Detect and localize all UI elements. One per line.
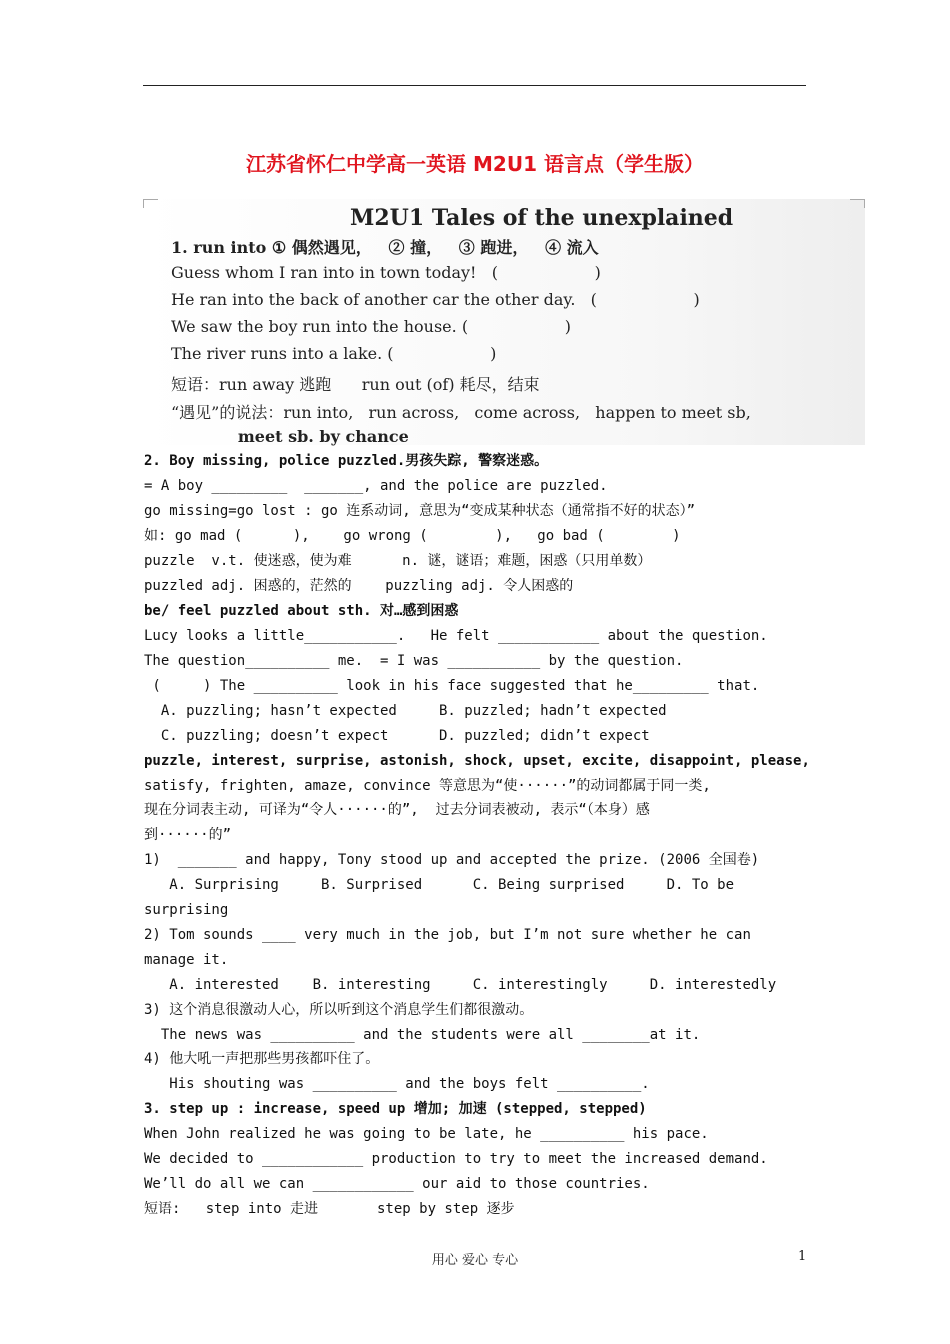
text-line: 2) Tom sounds ____ very much in the job, but I’m not sure whether he can: [144, 927, 751, 943]
text-line: The question__________ me. = I was ___________ by the question.: [144, 653, 684, 669]
image-line: meet sb. by chance: [171, 427, 409, 446]
page-number: 1: [798, 1249, 807, 1264]
text-line: puzzle, interest, surprise, astonish, shock, upset, excite, disappoint, please,: [144, 753, 810, 769]
image-line: We saw the boy run into the house. ( ): [171, 317, 571, 336]
text-line: A. Surprising B. Surprised C. Being surprised D. To be: [144, 877, 735, 893]
text-line: go missing=go lost : go 连系动词, 意思为“变成某种状态（通常指不好的状态）”: [144, 503, 696, 519]
text-line: 3) 这个消息很激动人心，所以听到这个消息学生们都很激动。: [144, 1002, 534, 1018]
lesson-image: [143, 199, 865, 445]
text-line: A. interested B. interesting C. interestingly D. interestedly: [144, 977, 777, 993]
text-line: 4) 他大吼一声把那些男孩都吓住了。: [144, 1051, 380, 1067]
text-line: His shouting was __________ and the boys felt __________.: [144, 1076, 650, 1092]
header-rule: [143, 85, 806, 86]
text-line: A. puzzling; hasn’t expected B. puzzled; hadn’t expected: [144, 703, 667, 719]
text-line: be/ feel puzzled about sth. 对…感到困惑: [144, 603, 459, 619]
text-line: We’ll do all we can ____________ our aid to those countries.: [144, 1176, 650, 1192]
section-3-heading: 3. step up : increase, speed up 增加; 加速 (stepped, stepped): [144, 1101, 647, 1117]
text-line: manage it.: [144, 952, 229, 968]
text-line: We decided to ____________ production to try to meet the increased demand.: [144, 1151, 768, 1167]
image-line: “遇见”的说法：run into, run across, come across, happen to meet sb,: [171, 403, 751, 422]
image-heading: M2U1 Tales of the unexplained: [350, 205, 734, 231]
footer-motto: 用心 爱心 专心: [431, 1253, 519, 1268]
text-line: surprising: [144, 902, 229, 918]
text-line: 到······的”: [144, 827, 232, 843]
image-line: 1. run into ① 偶然遇见， ② 撞， ③ 跑进， ④ 流入: [171, 238, 599, 257]
text-line: = A boy _________ _______, and the police are puzzled.: [144, 478, 608, 494]
text-line: 1) _______ and happy, Tony stood up and accepted the prize. (2006 全国卷): [144, 852, 760, 868]
text-line: Lucy looks a little___________. He felt ____________ about the question.: [144, 628, 768, 644]
image-line: The river runs into a lake. ( ): [171, 344, 497, 363]
text-line: 短语: step into 走进 step by step 逐步: [144, 1201, 515, 1217]
image-line: 短语：run away 逃跑 run out (of) 耗尽，结束: [171, 375, 540, 394]
page-title: 江苏省怀仁中学高一英语 M2U1 语言点（学生版）: [246, 152, 704, 176]
text-line: puzzle v.t. 使迷惑，使为难 n. 谜，谜语；难题，困惑（只用单数）: [144, 553, 652, 569]
text-line: ( ) The __________ look in his face suggested that he_________ that.: [144, 678, 760, 694]
text-line: 现在分词表主动, 可译为“令人······的”, 过去分词表被动, 表示“（本身）感: [144, 802, 650, 818]
text-line: puzzled adj. 困惑的，茫然的 puzzling adj. 令人困惑的: [144, 578, 574, 594]
text-line: When John realized he was going to be late, he __________ his pace.: [144, 1126, 709, 1142]
text-line: 如: go mad ( ), go wrong ( ), go bad ( ): [144, 528, 681, 544]
image-line: Guess whom I ran into in town today! ( ): [171, 263, 601, 282]
section-2-heading: 2. Boy missing, police puzzled.男孩失踪, 警察迷惑。: [144, 453, 549, 469]
image-corner-left: [143, 199, 158, 208]
image-corner-right: [850, 199, 865, 208]
text-line: C. puzzling; doesn’t expect D. puzzled; didn’t expect: [144, 728, 650, 744]
text-line: The news was __________ and the students were all ________at it.: [144, 1027, 701, 1043]
text-line: satisfy, frighten, amaze, convince 等意思为“使······”的动词都属于同一类,: [144, 778, 711, 794]
image-line: He ran into the back of another car the other day. ( ): [171, 290, 700, 309]
